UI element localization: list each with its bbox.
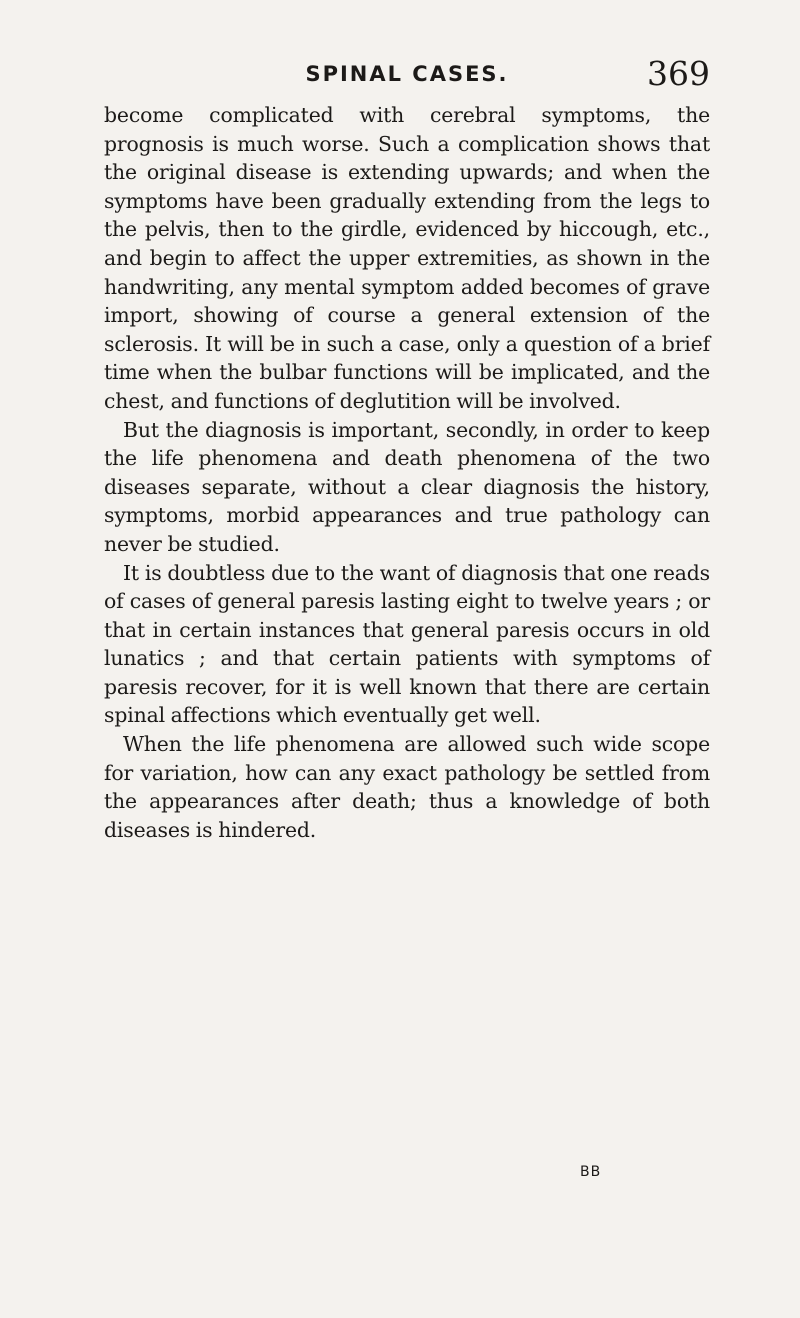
paragraph: When the life phenomena are allowed such wide scope for variation, how can any exact pathology be settled from the appearances after death; thus a knowledge of both diseases is hindered.	[104, 732, 710, 842]
paragraph: It is doubtless due to the want of diagnosis that one reads of cases of general paresis lasting eight to twelve years ; or that in certain instances that general paresis occurs in old lunatics ; and that certain patients with symptoms of paresis recover, for it is well known that there are certain spinal affections which eventually get well.	[104, 560, 710, 728]
body-text	[104, 101, 710, 844]
paragraph: But the diagnosis is important, secondly, in order to keep the life phenomena and death phenomena of the two diseases separate, without a clear diagnosis the history, symptoms, morbid appearances and true pathology can never be studied.	[104, 417, 710, 556]
running-head	[104, 54, 710, 98]
running-title: SPINAL CASES.	[305, 62, 509, 86]
paragraph-continued: become complicated with cerebral symptoms, the prognosis is much worse. Such a complication shows that the original disease is extending upwards; and when the symptoms have been gradually extending from the legs to the pelvis, then to the girdle, evidenced by hiccough, etc., and begin to affect the upper extremities, as shown in the handwriting, any mental symptom added becomes of grave import, showing of course a general extension of the sclerosis. It will be in such a case, only a question of a brief time when the bulbar functions will be implicated, and the chest, and functions of deglutition will be involved.	[104, 103, 710, 413]
page-number: 369	[647, 54, 710, 93]
signature-mark: BB	[580, 1164, 602, 1180]
